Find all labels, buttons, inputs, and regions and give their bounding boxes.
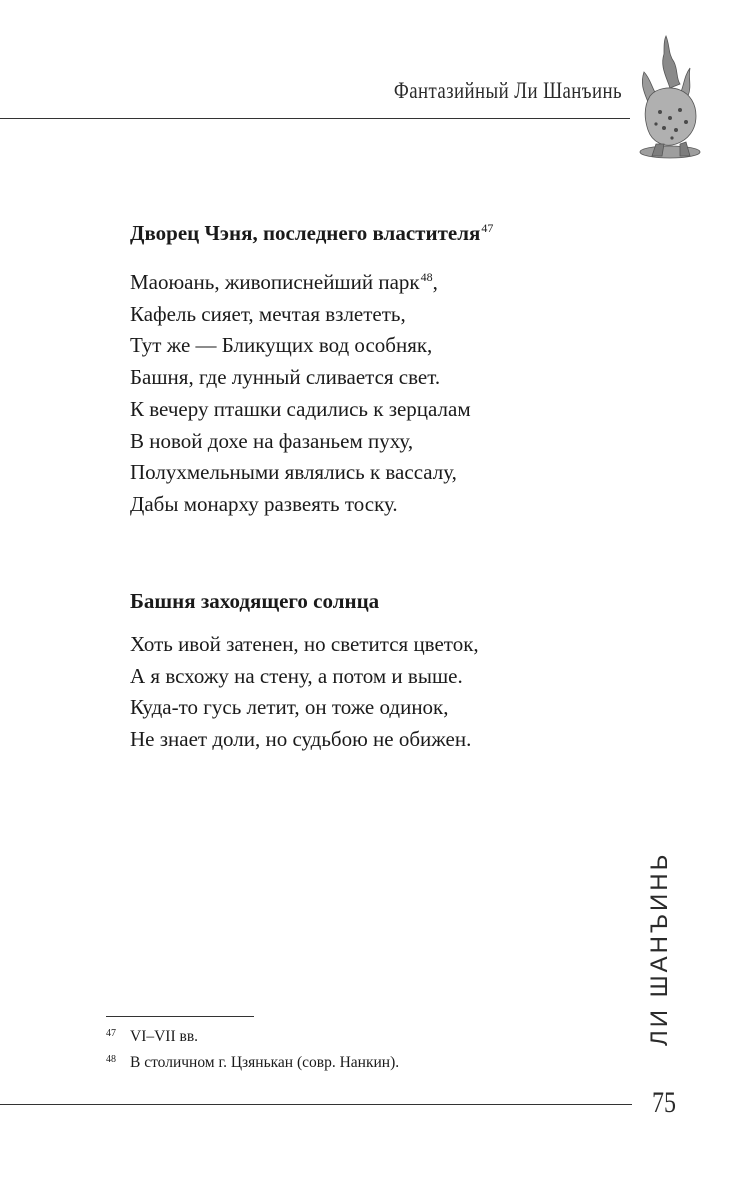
side-author-name: ЛИ ШАНЪИНЬ [646,851,673,1046]
header-rule [0,118,630,119]
poem-line: А я всхожу на стену, а потом и выше. [130,663,463,688]
poem-1-stanza [130,262,471,521]
footnote-text: VI–VII вв. [130,1028,199,1045]
poem-line: Куда-то гусь летит, он тоже одинок, [130,695,449,720]
poem-line: Дабы монарху развеять тоску. [130,491,398,516]
footnote-47 [106,1028,198,1046]
poem-line: Тут же — Бликущих вод особняк, [130,333,433,358]
poem-line: Маоюань, живописнейший парк$^{48}$, [130,270,438,294]
poem-2-stanza [130,629,479,756]
poem-line: Кафель сияет, мечтая взлететь, [130,301,406,326]
footnote-number: 47 [106,1028,116,1039]
poem-line: Не знает доли, но судьбою не обижен. [130,727,472,752]
footnote-rule [106,1016,254,1017]
poem-line: К вечеру пташки садились к зерцалам [130,396,471,421]
page-number: 75 [652,1086,676,1119]
footnote-number: 48 [106,1054,116,1065]
dragon-sculpture-icon [630,32,706,160]
footnote-ref-47[interactable]: 47 [481,221,494,235]
poem-line: Башня, где лунный сливается свет. [130,365,441,390]
poem-title-1: Дворец Чэня, последнего властителя$^{47}$ [130,221,494,245]
footer-rule [0,1104,632,1105]
poem-line: Полухмельными являлись к вассалу, [130,460,457,485]
poem-line: Хоть ивой затенен, но светится цветок, [130,632,479,656]
running-title: Фантазийный Ли Шанъинь [393,78,622,103]
footnote-48 [106,1054,399,1072]
poem-line: В новой дохе на фазаньем пуху, [130,428,414,453]
footnote-ref-48[interactable]: 48 [420,270,433,284]
footnote-text: В столичном г. Цзянькан (совр. Нанкин). [130,1054,400,1071]
poem-title-2: Башня заходящего солнца [130,589,380,613]
